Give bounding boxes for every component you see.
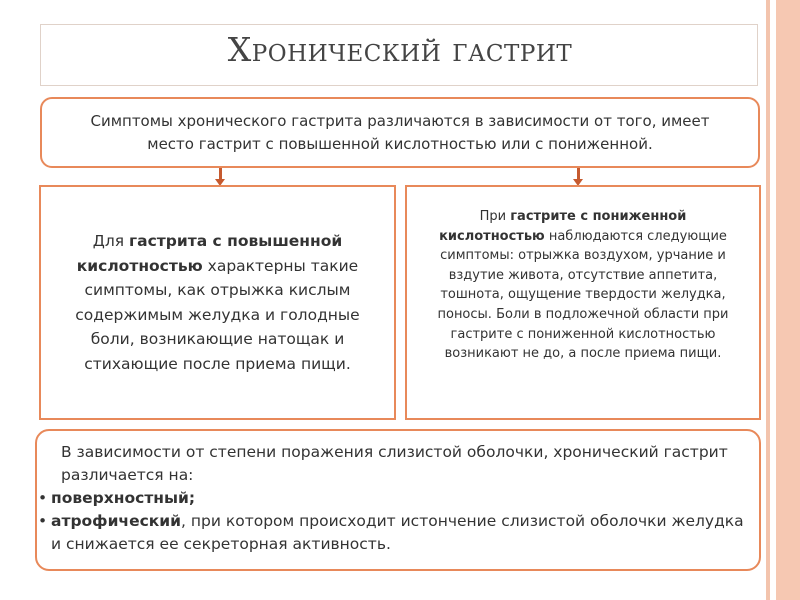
intro-box [40, 97, 760, 168]
text-fragment: наблюдаются следующие симптомы: отрыжка воздухом, урчание и вздутие живота, отсутствие аппетита, тошнота, ощущение твердости желудка, поносы. Боли в подложечной области при гастрите с пониженной кислотностью возникают не до, а после приема пищи. [437, 228, 729, 362]
list-item-text: , при котором происходит истончение слизистой оболочки желудка и снижается ее секреторная активность. [51, 512, 744, 553]
text-fragment: характерны такие симптомы, как отрыжка кислым содержимым желудка и голодные боли, возникающие натощак и стихающие после приема пищи. [75, 256, 360, 373]
text-fragment: При [479, 209, 511, 224]
decorative-stripe-wide [776, 0, 800, 600]
low-acidity-text [427, 207, 739, 364]
bold-term: поверхностный; [51, 489, 196, 507]
classification-box [35, 429, 761, 571]
bold-term: гастрите с пониженной кислотностью [439, 209, 687, 244]
classification-intro: В зависимости от степени поражения слизистой оболочки, хронический гастрит различается на: [61, 443, 728, 484]
intro-text: Симптомы хронического гастрита различаются в зависимости от того, имеет место гастрит с повышенной кислотностью или с пониженной. [90, 111, 710, 153]
decorative-stripe [766, 0, 770, 600]
arrow-down-left [219, 168, 222, 180]
low-acidity-box [405, 185, 761, 420]
bold-term: гастрита с повышенной кислотностью [76, 232, 343, 275]
classification-list [38, 487, 745, 556]
text-fragment: Для [92, 232, 130, 250]
high-acidity-box [39, 185, 396, 420]
bold-term: атрофический [51, 512, 182, 530]
bullet-icon: • [38, 489, 48, 507]
list-item [38, 510, 745, 556]
high-acidity-text [63, 229, 372, 376]
bullet-icon: • [38, 512, 48, 530]
page-title: Хронический гастрит [227, 30, 573, 69]
arrow-down-right [577, 168, 580, 180]
list-item [38, 487, 745, 510]
